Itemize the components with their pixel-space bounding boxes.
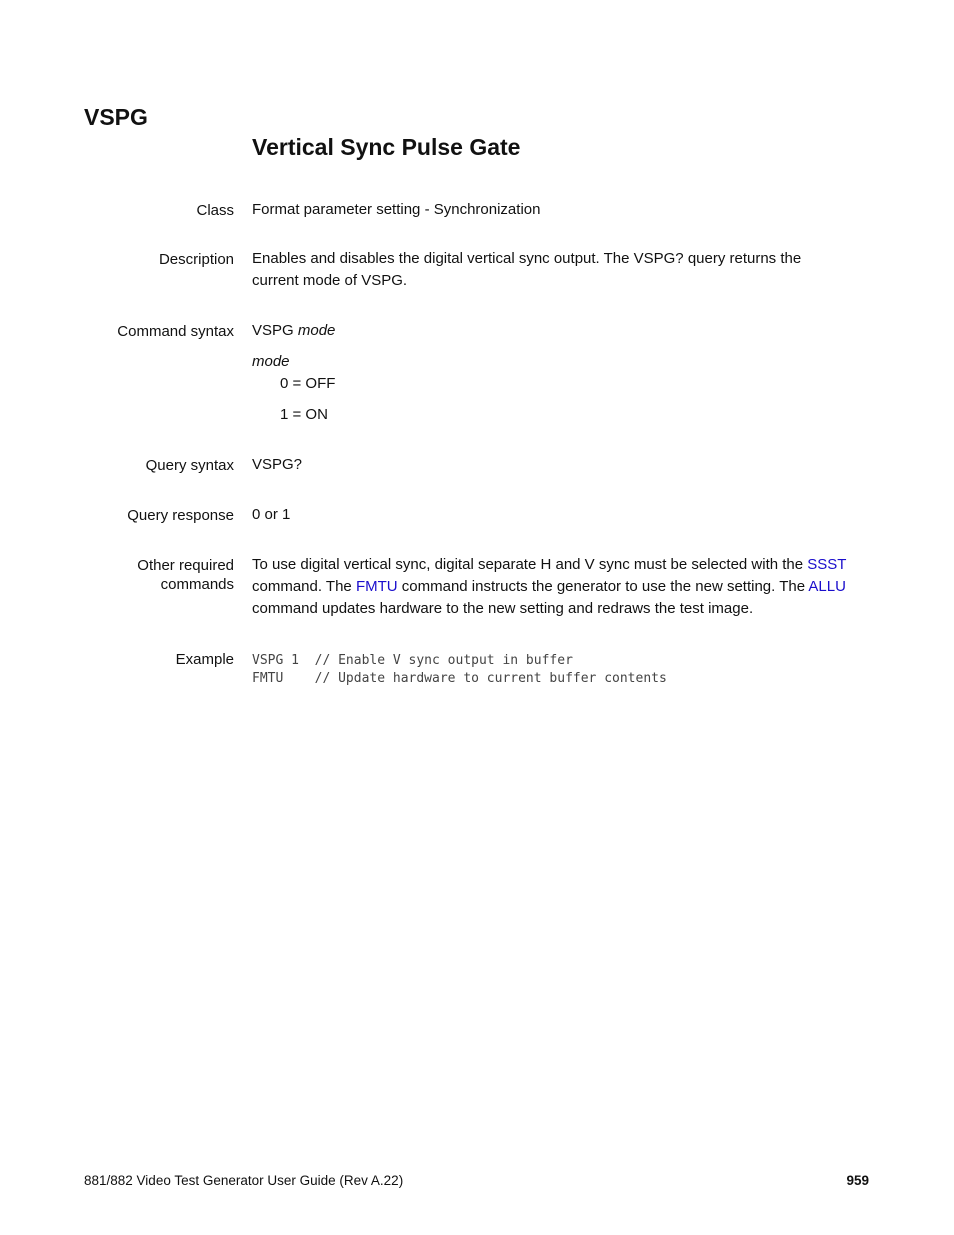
description-label: Description <box>158 251 234 268</box>
footer-guide-title: 881/882 Video Test Generator User Guide (Rev A.22) <box>84 1173 404 1188</box>
example-label: Example <box>175 651 234 668</box>
ssst-link[interactable]: SSST <box>807 556 847 573</box>
footer-page-number: 959 <box>846 1173 869 1188</box>
other-required-text-3: command instructs the generator to use the new setting. The <box>401 578 806 595</box>
example-code-line-1: FMTU // Update hardware to current buffer contents <box>252 671 667 686</box>
command-syntax-label: Command syntax <box>117 323 234 340</box>
param-option-0: 0 = OFF <box>280 375 336 392</box>
other-required-line-3: command updates hardware to the new setting and redraws the test image. <box>252 600 754 617</box>
class-label: Class <box>196 202 234 219</box>
command-title: Vertical Sync Pulse Gate <box>252 134 521 160</box>
other-required-text-1: To use digital vertical sync, digital separate H and V sync must be selected with the <box>252 556 804 573</box>
class-value: Format parameter setting - Synchronization <box>252 201 541 218</box>
allu-link[interactable]: ALLU <box>808 578 846 595</box>
query-syntax-value: VSPG? <box>252 456 303 473</box>
description-line-1: Enables and disables the digital vertical sync output. The VSPG? query returns the <box>252 250 802 267</box>
command-syntax-command: VSPG <box>252 322 294 339</box>
example-code-line-0: VSPG 1 // Enable V sync output in buffer <box>252 653 573 668</box>
command-name: VSPG <box>84 104 148 130</box>
query-response-value: 0 or 1 <box>252 506 291 523</box>
other-required-label-line-2: commands <box>160 576 234 593</box>
command-syntax-line <box>252 320 872 342</box>
query-response-label: Query response <box>127 507 234 524</box>
other-required-text <box>252 554 872 620</box>
param-heading: mode <box>252 353 290 370</box>
other-required-text-2: command. The <box>252 578 352 595</box>
description-line-2: current mode of VSPG. <box>252 272 408 289</box>
example-code <box>252 652 667 688</box>
other-required-label <box>34 556 234 594</box>
param-option-1: 1 = ON <box>280 406 328 423</box>
query-syntax-label: Query syntax <box>145 457 234 474</box>
command-syntax <box>252 320 872 426</box>
other-required-label-line-1: Other required <box>137 557 234 574</box>
command-syntax-param: mode <box>297 322 336 339</box>
description-text <box>252 248 872 292</box>
other-required-line-2 <box>252 576 872 598</box>
fmtu-link[interactable]: FMTU <box>355 578 398 595</box>
other-required-line-1 <box>252 554 872 576</box>
